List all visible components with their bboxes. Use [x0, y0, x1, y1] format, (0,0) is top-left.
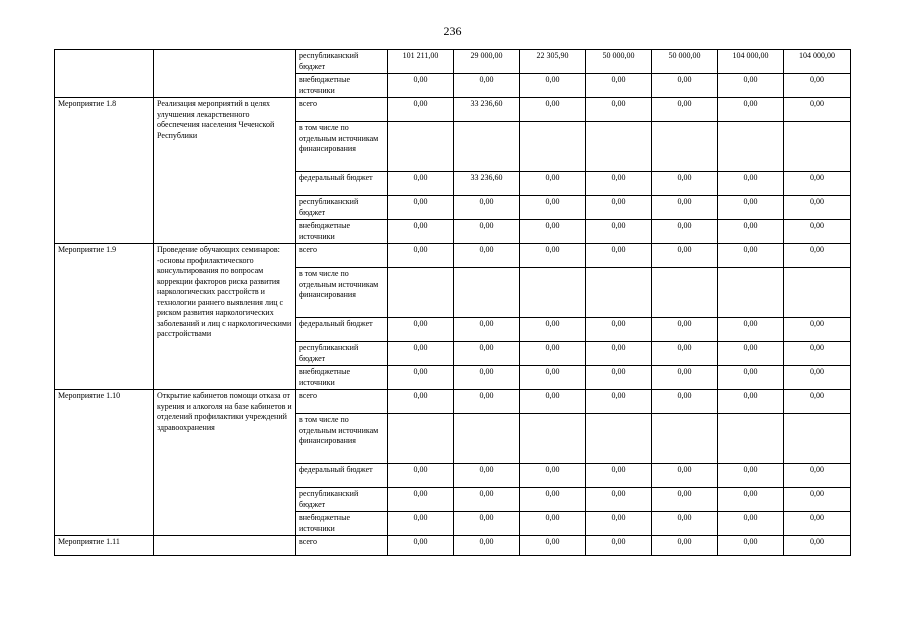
value-cell	[718, 268, 784, 318]
value-cell: 0,00	[784, 512, 851, 536]
value-cell: 0,00	[454, 74, 520, 98]
table-row	[55, 98, 851, 122]
value-cell: 0,00	[718, 512, 784, 536]
value-cell: 0,00	[520, 172, 586, 196]
value-cell: 0,00	[718, 390, 784, 414]
value-cell: 0,00	[652, 220, 718, 244]
funding-source-cell: в том числе по отдельным источникам финансирования	[296, 122, 388, 172]
value-cell: 0,00	[586, 196, 652, 220]
value-cell	[388, 268, 454, 318]
value-cell	[520, 122, 586, 172]
value-cell: 33 236,60	[454, 172, 520, 196]
value-cell	[454, 268, 520, 318]
value-cell: 0,00	[520, 342, 586, 366]
value-cell: 0,00	[718, 172, 784, 196]
value-cell	[652, 122, 718, 172]
value-cell: 0,00	[388, 488, 454, 512]
value-cell	[520, 268, 586, 318]
value-cell	[586, 268, 652, 318]
value-cell: 0,00	[784, 220, 851, 244]
value-cell: 0,00	[586, 464, 652, 488]
measure-code-cell: Мероприятие 1.9	[55, 244, 154, 390]
value-cell: 0,00	[652, 512, 718, 536]
value-cell: 0,00	[454, 390, 520, 414]
value-cell: 0,00	[520, 244, 586, 268]
value-cell: 0,00	[454, 318, 520, 342]
funding-source-cell: всего	[296, 390, 388, 414]
value-cell: 0,00	[784, 244, 851, 268]
value-cell: 0,00	[784, 196, 851, 220]
funding-source-cell: всего	[296, 98, 388, 122]
value-cell: 0,00	[454, 536, 520, 556]
value-cell: 0,00	[652, 390, 718, 414]
value-cell: 0,00	[586, 244, 652, 268]
value-cell: 0,00	[652, 172, 718, 196]
value-cell: 22 305,90	[520, 50, 586, 74]
value-cell	[388, 414, 454, 464]
value-cell: 0,00	[652, 366, 718, 390]
measure-description-cell	[154, 536, 296, 556]
value-cell: 0,00	[454, 196, 520, 220]
funding-source-cell: в том числе по отдельным источникам финансирования	[296, 268, 388, 318]
table-row	[55, 390, 851, 414]
value-cell: 0,00	[718, 98, 784, 122]
value-cell: 104 000,00	[718, 50, 784, 74]
value-cell	[586, 122, 652, 172]
value-cell: 0,00	[388, 196, 454, 220]
funding-source-cell: федеральный бюджет	[296, 172, 388, 196]
value-cell: 0,00	[454, 464, 520, 488]
value-cell: 0,00	[784, 172, 851, 196]
value-cell: 0,00	[718, 488, 784, 512]
value-cell: 0,00	[520, 390, 586, 414]
value-cell: 0,00	[388, 536, 454, 556]
value-cell: 0,00	[388, 512, 454, 536]
value-cell: 0,00	[586, 512, 652, 536]
funding-source-cell: всего	[296, 244, 388, 268]
value-cell: 0,00	[520, 464, 586, 488]
value-cell: 0,00	[652, 98, 718, 122]
funding-source-cell: республиканский бюджет	[296, 488, 388, 512]
value-cell: 0,00	[586, 318, 652, 342]
value-cell: 0,00	[718, 366, 784, 390]
value-cell: 0,00	[652, 74, 718, 98]
value-cell: 0,00	[652, 196, 718, 220]
value-cell: 104 000,00	[784, 50, 851, 74]
value-cell: 0,00	[652, 318, 718, 342]
measure-description-cell	[154, 50, 296, 98]
funding-source-cell: внебюджетные источники	[296, 512, 388, 536]
value-cell: 101 211,00	[388, 50, 454, 74]
value-cell: 0,00	[388, 342, 454, 366]
page-number: 236	[443, 24, 462, 38]
value-cell	[388, 122, 454, 172]
value-cell: 0,00	[784, 98, 851, 122]
value-cell: 0,00	[520, 98, 586, 122]
value-cell: 50 000,00	[586, 50, 652, 74]
value-cell: 0,00	[454, 220, 520, 244]
value-cell: 0,00	[520, 366, 586, 390]
funding-source-cell: всего	[296, 536, 388, 556]
value-cell: 0,00	[586, 488, 652, 512]
value-cell: 0,00	[718, 536, 784, 556]
value-cell	[454, 414, 520, 464]
funding-source-cell: республиканский бюджет	[296, 50, 388, 74]
value-cell: 0,00	[388, 98, 454, 122]
measure-description-cell: Проведение обучающих семинаров: -основы профилактического консультирования по вопросам коррекции факторов риска развития наркологических расстройств и технологии раннего выявления лиц с риском развития наркологических заболеваний и лиц с наркологическими расстройствами	[154, 244, 296, 390]
value-cell: 0,00	[586, 390, 652, 414]
funding-source-cell: федеральный бюджет	[296, 318, 388, 342]
value-cell	[784, 268, 851, 318]
value-cell: 0,00	[454, 512, 520, 536]
value-cell	[784, 414, 851, 464]
value-cell: 0,00	[784, 488, 851, 512]
value-cell	[454, 122, 520, 172]
value-cell: 0,00	[652, 464, 718, 488]
measure-code-cell	[55, 50, 154, 98]
value-cell: 0,00	[586, 536, 652, 556]
value-cell: 0,00	[454, 342, 520, 366]
value-cell: 0,00	[652, 244, 718, 268]
value-cell	[718, 122, 784, 172]
value-cell: 0,00	[586, 366, 652, 390]
value-cell: 0,00	[520, 512, 586, 536]
value-cell: 0,00	[586, 74, 652, 98]
value-cell: 0,00	[520, 74, 586, 98]
value-cell	[652, 414, 718, 464]
value-cell: 0,00	[718, 464, 784, 488]
value-cell: 0,00	[784, 536, 851, 556]
value-cell: 0,00	[718, 220, 784, 244]
measure-code-cell: Мероприятие 1.10	[55, 390, 154, 536]
value-cell: 0,00	[520, 536, 586, 556]
measure-description-cell: Реализация мероприятий в целях улучшения лекарственного обеспечения населения Чеченской Республики	[154, 98, 296, 244]
value-cell: 0,00	[586, 172, 652, 196]
value-cell: 0,00	[586, 98, 652, 122]
funding-source-cell: республиканский бюджет	[296, 342, 388, 366]
value-cell: 29 000,00	[454, 50, 520, 74]
value-cell: 0,00	[652, 536, 718, 556]
value-cell: 0,00	[520, 318, 586, 342]
value-cell	[586, 414, 652, 464]
value-cell: 0,00	[652, 342, 718, 366]
value-cell: 0,00	[784, 74, 851, 98]
value-cell: 0,00	[718, 196, 784, 220]
value-cell	[652, 268, 718, 318]
value-cell: 0,00	[454, 488, 520, 512]
value-cell: 0,00	[388, 74, 454, 98]
value-cell: 0,00	[520, 196, 586, 220]
funding-source-cell: внебюджетные источники	[296, 74, 388, 98]
value-cell: 0,00	[718, 342, 784, 366]
value-cell: 0,00	[388, 220, 454, 244]
funding-source-cell: федеральный бюджет	[296, 464, 388, 488]
value-cell: 0,00	[718, 244, 784, 268]
value-cell: 0,00	[388, 244, 454, 268]
value-cell: 0,00	[454, 244, 520, 268]
measure-code-cell: Мероприятие 1.8	[55, 98, 154, 244]
table-row	[55, 536, 851, 556]
value-cell	[520, 414, 586, 464]
value-cell: 0,00	[718, 318, 784, 342]
value-cell: 0,00	[586, 342, 652, 366]
funding-table	[54, 49, 851, 556]
value-cell: 0,00	[784, 342, 851, 366]
value-cell: 0,00	[520, 488, 586, 512]
value-cell: 0,00	[784, 390, 851, 414]
value-cell: 0,00	[388, 318, 454, 342]
value-cell	[718, 414, 784, 464]
table-row	[55, 244, 851, 268]
value-cell: 0,00	[586, 220, 652, 244]
value-cell: 0,00	[388, 390, 454, 414]
funding-source-cell: республиканский бюджет	[296, 196, 388, 220]
measure-description-cell: Открытие кабинетов помощи отказа от курения и алкоголя на базе кабинетов и отделений профилактики учреждений здравоохранения	[154, 390, 296, 536]
value-cell: 33 236,60	[454, 98, 520, 122]
table-row	[55, 50, 851, 74]
value-cell: 0,00	[784, 464, 851, 488]
value-cell: 0,00	[388, 366, 454, 390]
value-cell: 0,00	[388, 172, 454, 196]
value-cell: 0,00	[718, 74, 784, 98]
funding-source-cell: в том числе по отдельным источникам финансирования	[296, 414, 388, 464]
value-cell: 0,00	[454, 366, 520, 390]
value-cell: 0,00	[784, 366, 851, 390]
value-cell: 50 000,00	[652, 50, 718, 74]
funding-source-cell: внебюджетные источники	[296, 366, 388, 390]
funding-table-body	[55, 50, 851, 556]
value-cell: 0,00	[784, 318, 851, 342]
value-cell	[784, 122, 851, 172]
funding-source-cell: внебюджетные источники	[296, 220, 388, 244]
value-cell: 0,00	[520, 220, 586, 244]
value-cell: 0,00	[388, 464, 454, 488]
measure-code-cell: Мероприятие 1.11	[55, 536, 154, 556]
value-cell: 0,00	[652, 488, 718, 512]
